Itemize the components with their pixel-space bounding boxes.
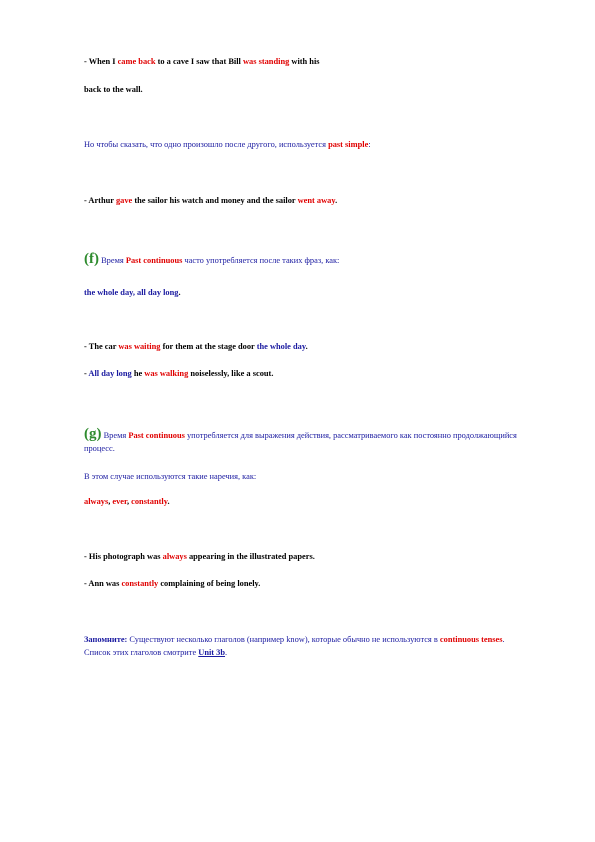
text: Время [99,256,126,265]
remember-note [84,633,524,659]
adverb: always [84,497,109,506]
example-line-continued [84,85,143,95]
example-line-photograph [84,552,315,562]
highlight-verb: came back [117,57,156,66]
text: the sailor his watch and money and the sailor [132,196,298,205]
text: to a cave I saw that Bill [155,57,243,66]
note-label: Запомните: [84,635,128,644]
section-marker-f: (f) [84,251,99,267]
highlight-adverb: always [162,552,187,561]
example-line-car [84,342,308,352]
example-line-ann [84,579,260,589]
text: В этом случае используются такие наречия, как: [84,472,257,481]
text: - His photograph was [84,552,163,561]
text: - Ann was [84,579,122,588]
highlight-verb: gave [115,196,133,205]
adverb: constantly [131,497,168,506]
rule-g-paragraph [84,428,524,455]
highlight-term: continuous tenses [439,635,503,644]
example-line-came-back [84,57,320,67]
highlight-term: past simple [328,140,369,149]
highlight-verb: was waiting [118,342,161,351]
text: . [335,196,338,205]
highlight-adverb: constantly [121,579,159,588]
example-line-all-day [84,369,273,379]
highlight-verb: went away [297,196,336,205]
text: - The car [84,342,119,351]
text: Существуют несколько глаголов (например know), которые обычно не используются в [127,635,440,644]
text: , [126,497,132,506]
text: - Arthur [84,196,116,205]
text: for them at the stage door [160,342,257,351]
highlight-phrase: All day long [88,369,132,378]
unit-3b-link[interactable]: Unit 3b [198,648,226,657]
text: . [305,342,308,351]
phrase-list-f [84,288,181,298]
text: back to the wall. [84,85,143,94]
text: употребляется для выражения действия, рассматриваемого как постоянно продолжающийся процесс. [84,431,517,453]
text: the whole day, all day long [84,288,179,297]
rule-f-heading [84,251,340,267]
highlight-verb: was walking [144,369,189,378]
section-marker-g: (g) [84,426,102,442]
text: . [167,497,170,506]
adverbs-intro [84,472,256,482]
text: with his [289,57,320,66]
highlight-verb: was standing [242,57,290,66]
text: . [178,288,181,297]
text: - When I [84,57,118,66]
highlight-term: Past continuous [125,256,183,265]
highlight-phrase: the whole day [256,342,306,351]
text: appearing in the illustrated papers. [186,552,315,561]
text: : [368,140,371,149]
text: , [108,497,113,506]
highlight-term: Past continuous [128,431,185,440]
example-line-arthur [84,196,337,206]
adverb-list [84,497,170,507]
rule-past-simple [84,140,371,150]
text: . [225,648,228,657]
text: Время [101,431,129,440]
text: часто употребляется после таких фраз, как: [182,256,340,265]
adverb: ever [112,497,127,506]
text: he [131,369,145,378]
text: noiselessly, like a scout. [188,369,274,378]
text: . Список этих глаголов смотрите [84,635,505,657]
text: complaining of being lonely. [158,579,261,588]
text: - [84,369,89,378]
text: Но чтобы сказать, что одно произошло после другого, используется [84,140,329,149]
